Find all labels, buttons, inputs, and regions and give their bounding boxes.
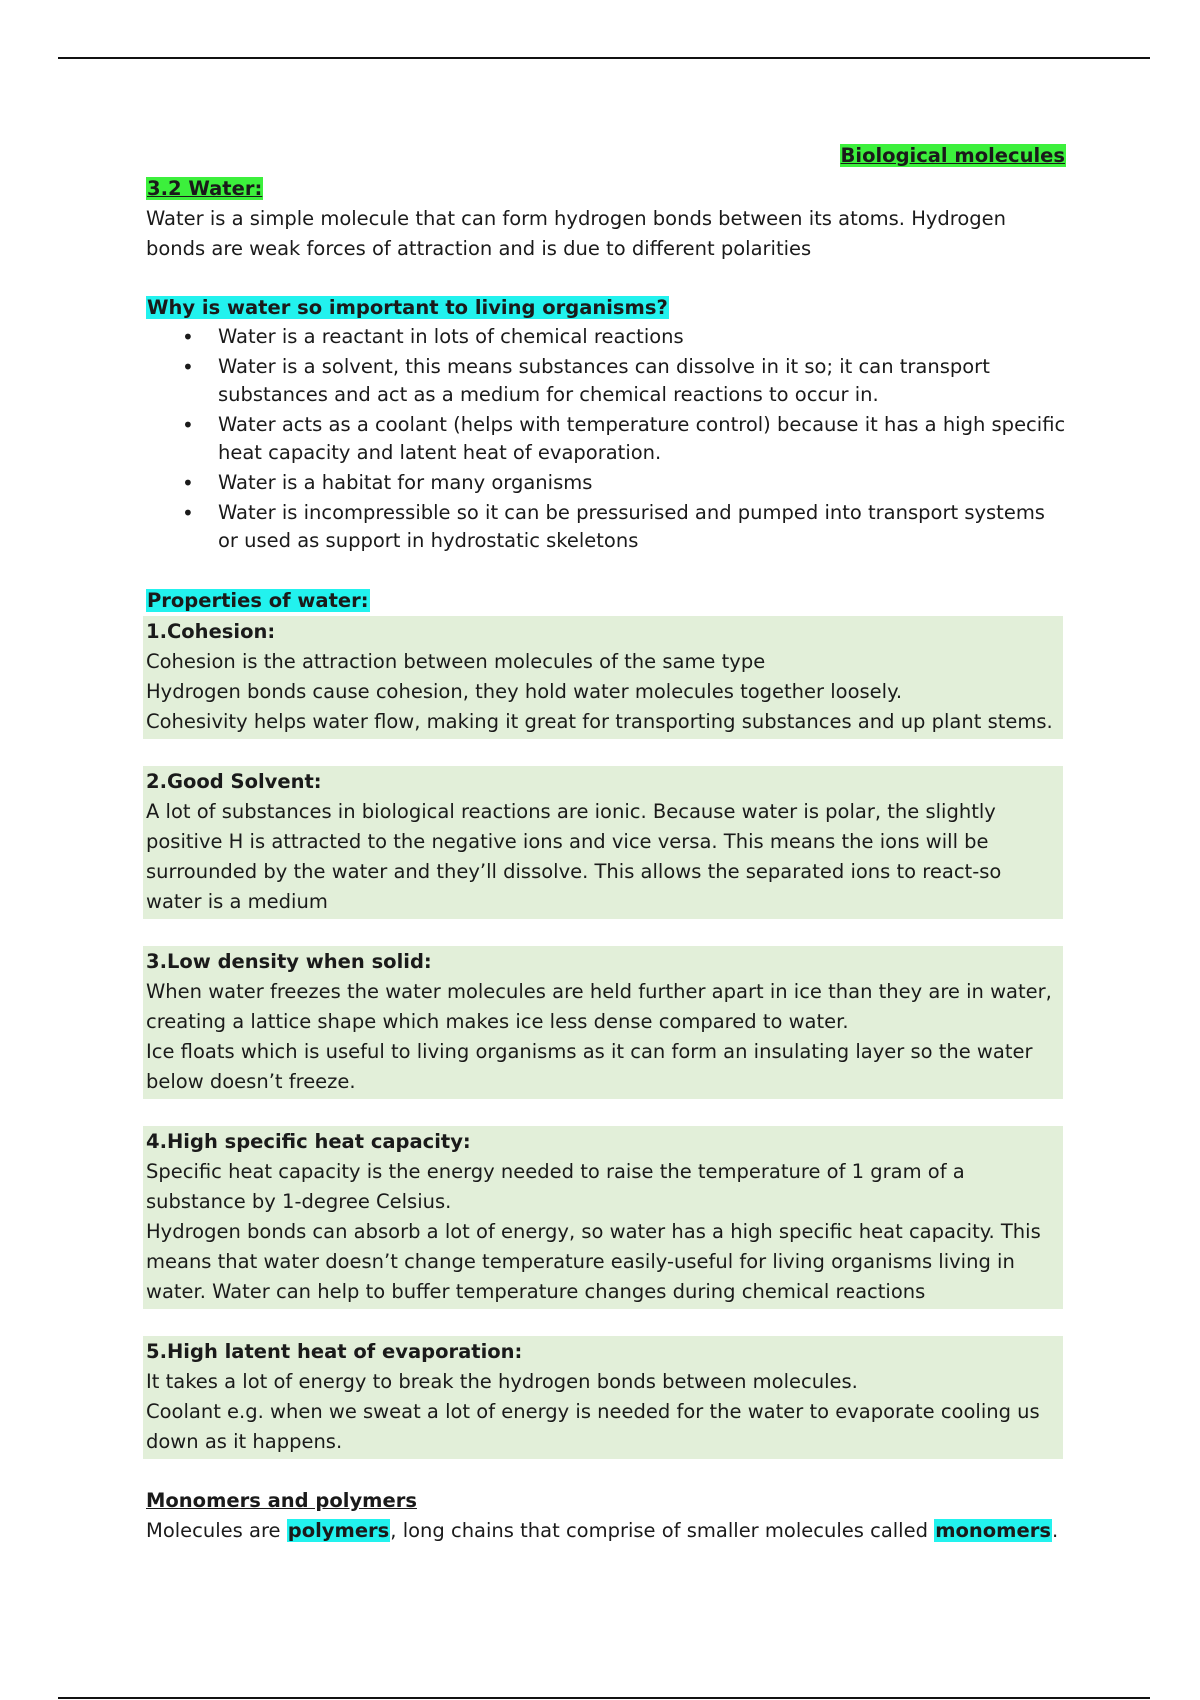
importance-list — [146, 323, 1066, 555]
list-item: • Water is a reactant in lots of chemical reactions — [146, 323, 1066, 351]
intro-paragraph: Water is a simple molecule that can form hydrogen bonds between its atoms. Hydrogen bonds are weak forces of attraction and is due to different polarities — [146, 207, 1007, 260]
property-title: 2.Good Solvent: — [146, 770, 322, 793]
list-item: • Water is a solvent, this means substances can dissolve in it so; it can transport substances and act as a medium for chemical reactions to occur in. — [146, 353, 1066, 409]
property-line: It takes a lot of energy to break the hydrogen bonds between molecules. — [146, 1370, 858, 1393]
property-box-heat-capacity — [143, 1126, 1063, 1309]
spacer — [146, 557, 1066, 586]
list-item: • Water is incompressible so it can be pressurised and pumped into transport systems or used as support in hydrostatic skeletons — [146, 499, 1066, 555]
importance-heading: Why is water so important to living organisms? — [147, 296, 668, 319]
property-line: Hydrogen bonds can absorb a lot of energy, so water has a high specific heat capacity. This means that water doesn’t change temperature easily-useful for living organisms living in water. Water can help to buffer temperature changes during chemical reactions — [146, 1220, 1041, 1303]
header-tag-row — [146, 144, 1066, 174]
monomers-heading: Monomers and polymers — [146, 1489, 417, 1512]
sentence-text: Molecules are — [146, 1519, 287, 1542]
header-tag: Biological molecules — [840, 144, 1065, 167]
property-line: Cohesivity helps water flow, making it great for transporting substances and up plant stems. — [146, 710, 1053, 733]
importance-heading-row — [146, 293, 1066, 323]
properties-heading: Properties of water: — [147, 589, 369, 612]
section-title-row — [146, 174, 1066, 204]
top-rule — [58, 57, 1150, 59]
spacer — [146, 1309, 1066, 1336]
property-line: Coolant e.g. when we sweat a lot of energy is needed for the water to evaporate cooling us down as it happens. — [146, 1400, 1040, 1453]
spacer — [146, 264, 1066, 293]
spacer — [146, 919, 1066, 946]
spacer — [146, 739, 1066, 766]
term-polymers: polymers — [287, 1519, 390, 1542]
sentence-text: . — [1051, 1519, 1059, 1542]
monomers-sentence — [146, 1516, 1066, 1546]
page-content — [146, 144, 1066, 1546]
property-title: 4.High specific heat capacity: — [146, 1130, 471, 1153]
property-title: 1.Cohesion: — [146, 620, 276, 643]
property-line: Specific heat capacity is the energy needed to raise the temperature of 1 gram of a substance by 1-degree Celsius. — [146, 1160, 965, 1213]
property-line: Ice floats which is useful to living organisms as it can form an insulating layer so the water below doesn’t freeze. — [146, 1040, 1033, 1093]
property-line: Hydrogen bonds cause cohesion, they hold water molecules together loosely. — [146, 680, 903, 703]
list-item: • Water is a habitat for many organisms — [146, 469, 1066, 497]
sentence-text: , long chains that comprise of smaller molecules called — [390, 1519, 935, 1542]
section-title: 3.2 Water: — [147, 177, 263, 200]
property-box-solvent — [143, 766, 1063, 919]
bottom-rule — [58, 1697, 1150, 1699]
properties-heading-row — [146, 586, 1066, 616]
spacer — [146, 1459, 1066, 1486]
spacer — [146, 1099, 1066, 1126]
term-monomers: monomers — [935, 1519, 1051, 1542]
property-box-latent-heat — [143, 1336, 1063, 1459]
property-box-cohesion — [143, 616, 1063, 739]
property-box-density — [143, 946, 1063, 1099]
property-title: 5.High latent heat of evaporation: — [146, 1340, 523, 1363]
property-line: Cohesion is the attraction between molecules of the same type — [146, 650, 766, 673]
list-item: • Water acts as a coolant (helps with temperature control) because it has a high specific heat capacity and latent heat of evaporation. — [146, 411, 1066, 467]
property-line: When water freezes the water molecules are held further apart in ice than they are in water, creating a lattice shape which makes ice less dense compared to water. — [146, 980, 1052, 1033]
property-title: 3.Low density when solid: — [146, 950, 432, 973]
property-line: A lot of substances in biological reactions are ionic. Because water is polar, the slightly positive H is attracted to the negative ions and vice versa. This means the ions will be surrounded by the water and they’ll dissolve. This allows the separated ions to react-so water is a medium — [146, 800, 1002, 913]
